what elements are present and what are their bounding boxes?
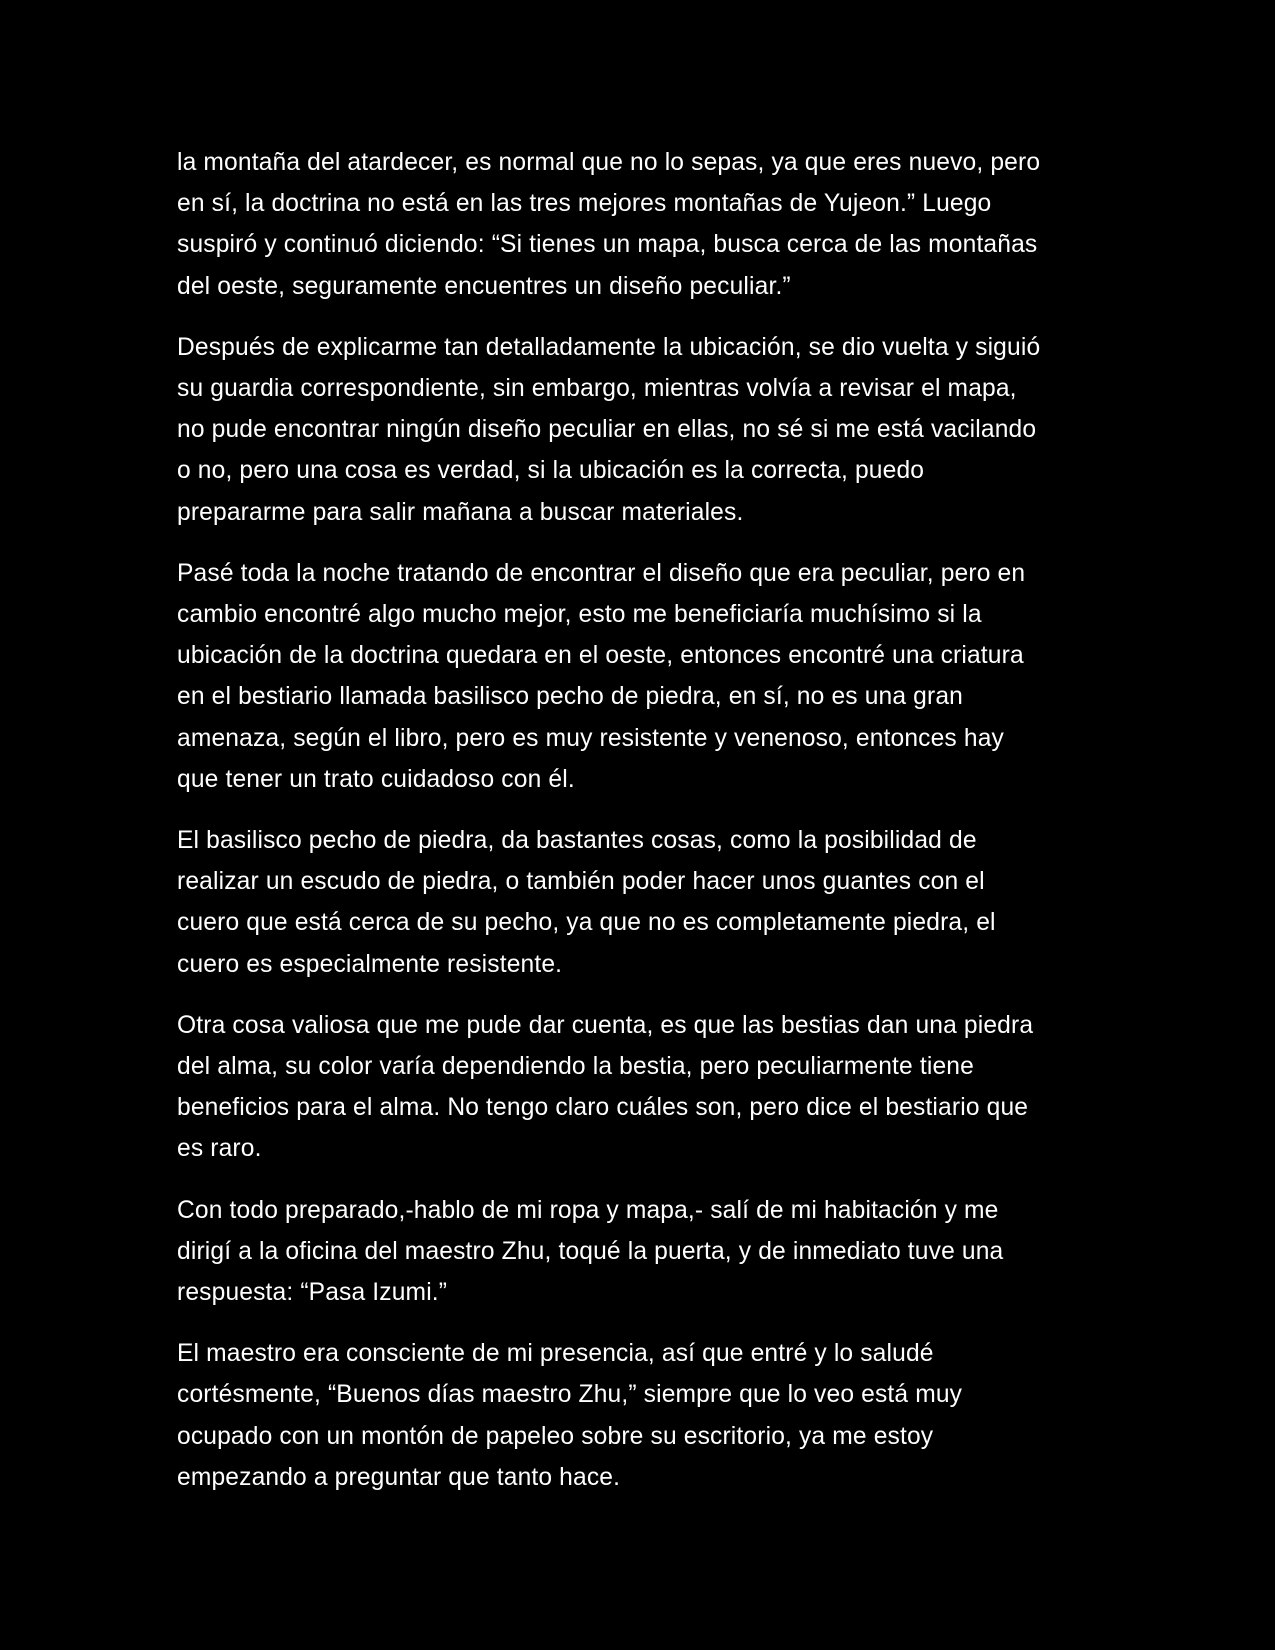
paragraph-7: El maestro era consciente de mi presencia, así que entré y lo saludé cortésmente, “Buenos días maestro Zhu,” siempre que lo veo está muy ocupado con un montón de papeleo sobre su escritorio, ya me estoy empezando a preguntar que tanto hace.	[177, 1340, 963, 1491]
document-body	[177, 142, 1117, 1518]
paragraph-6: Con todo preparado,-hablo de mi ropa y mapa,- salí de mi habitación y me dirigí a la oficina del maestro Zhu, toqué la puerta, y de inmediato tuve una respuesta: “Pasa Izumi.”	[177, 1196, 1004, 1307]
paragraph-1: la montaña del atardecer, es normal que no lo sepas, ya que eres nuevo, pero en sí, la doctrina no está en las tres mejores montañas de Yujeon.” Luego suspiró y continuó diciendo: “Si tienes un mapa, busca cerca de las montañas del oeste, seguramente encuentres un diseño peculiar.”	[177, 149, 1041, 300]
paragraph-2: Después de explicarme tan detalladamente la ubicación, se dio vuelta y siguió su guardia correspondiente, sin embargo, mientras volvía a revisar el mapa, no pude encontrar ningún diseño peculiar en ellas, no sé si me está vacilando o no, pero una cosa es verdad, si la ubicación es la correcta, puedo prepararme para salir mañana a buscar materiales.	[177, 333, 1041, 526]
paragraph-3: Pasé toda la noche tratando de encontrar el diseño que era peculiar, pero en cambio encontré algo mucho mejor, esto me beneficiaría muchísimo si la ubicación de la doctrina quedara en el oeste, entonces encontré una criatura en el bestiario llamada basilisco pecho de piedra, en sí, no es una gran amenaza, según el libro, pero es muy resistente y venenoso, entonces hay que tener un trato cuidadoso con él.	[177, 559, 1026, 793]
paragraph-4: El basilisco pecho de piedra, da bastantes cosas, como la posibilidad de realizar un escudo de piedra, o también poder hacer unos guantes con el cuero que está cerca de su pecho, ya que no es completamente piedra, el cuero es especialmente resistente.	[177, 827, 996, 978]
paragraph-5: Otra cosa valiosa que me pude dar cuenta, es que las bestias dan una piedra del alma, su color varía dependiendo la bestia, pero peculiarmente tiene beneficios para el alma. No tengo claro cuáles son, pero dice el bestiario que es raro.	[177, 1011, 1034, 1163]
